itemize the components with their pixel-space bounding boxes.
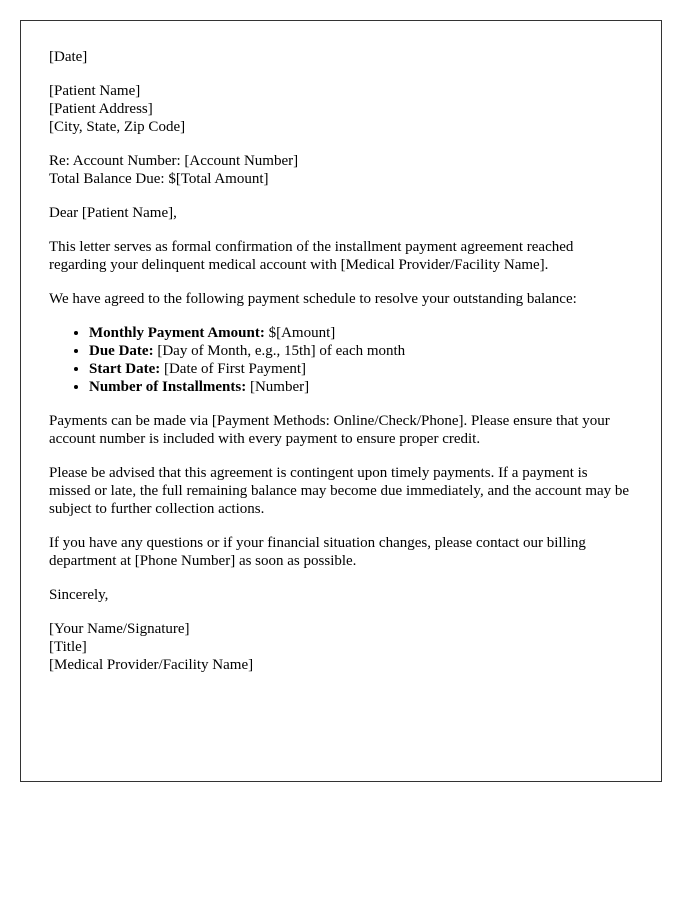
item-label: Due Date: (89, 343, 154, 359)
paragraph-schedule-intro: We have agreed to the following payment schedule to resolve your outstanding balance: (49, 291, 577, 307)
list-item (89, 378, 633, 396)
list-item (89, 360, 633, 378)
list-item (89, 342, 633, 360)
item-label: Monthly Payment Amount: (89, 325, 265, 341)
letter (20, 20, 662, 782)
item-value: [Date of First Payment] (160, 361, 307, 377)
paragraph-contingency: Please be advised that this agreement is contingent upon timely payments. If a payment is missed or late, the full remaining balance may become due immediately, and the account may be subject to further collection actions. (49, 465, 630, 517)
signer-title: [Title] (49, 639, 87, 655)
item-value: $[Amount] (264, 325, 336, 341)
payment-schedule-list (49, 324, 633, 396)
patient-city: [City, State, Zip Code] (49, 119, 186, 135)
recipient-block (49, 82, 633, 136)
item-label: Number of Installments: (89, 379, 247, 395)
total-balance: Total Balance Due: $[Total Amount] (49, 171, 269, 187)
signature-block (49, 620, 633, 674)
signer-facility: [Medical Provider/Facility Name] (49, 657, 254, 673)
paragraph-confirmation: This letter serves as formal confirmation of the installment payment agreement reached regarding your delinquent medical account with [Medical Provider/Facility Name]. (49, 239, 574, 273)
date: [Date] (49, 49, 88, 65)
list-item (89, 324, 633, 342)
item-value: [Number] (246, 379, 310, 395)
paragraph-contact: If you have any questions or if your financial situation changes, please contact our billing department at [Phone Number] as soon as possible. (49, 535, 586, 569)
item-label: Start Date: (89, 361, 161, 377)
account-number: Re: Account Number: [Account Number] (49, 153, 299, 169)
patient-name: [Patient Name] (49, 83, 141, 99)
paragraph-payment-methods: Payments can be made via [Payment Methods: Online/Check/Phone]. Please ensure that your account number is included with every payment to ensure proper credit. (49, 413, 610, 447)
patient-address: [Patient Address] (49, 101, 153, 117)
closing: Sincerely, (49, 587, 109, 603)
item-value: [Day of Month, e.g., 15th] of each month (153, 343, 406, 359)
signer-name: [Your Name/Signature] (49, 621, 190, 637)
reference-block (49, 152, 633, 188)
salutation: Dear [Patient Name], (49, 205, 177, 221)
